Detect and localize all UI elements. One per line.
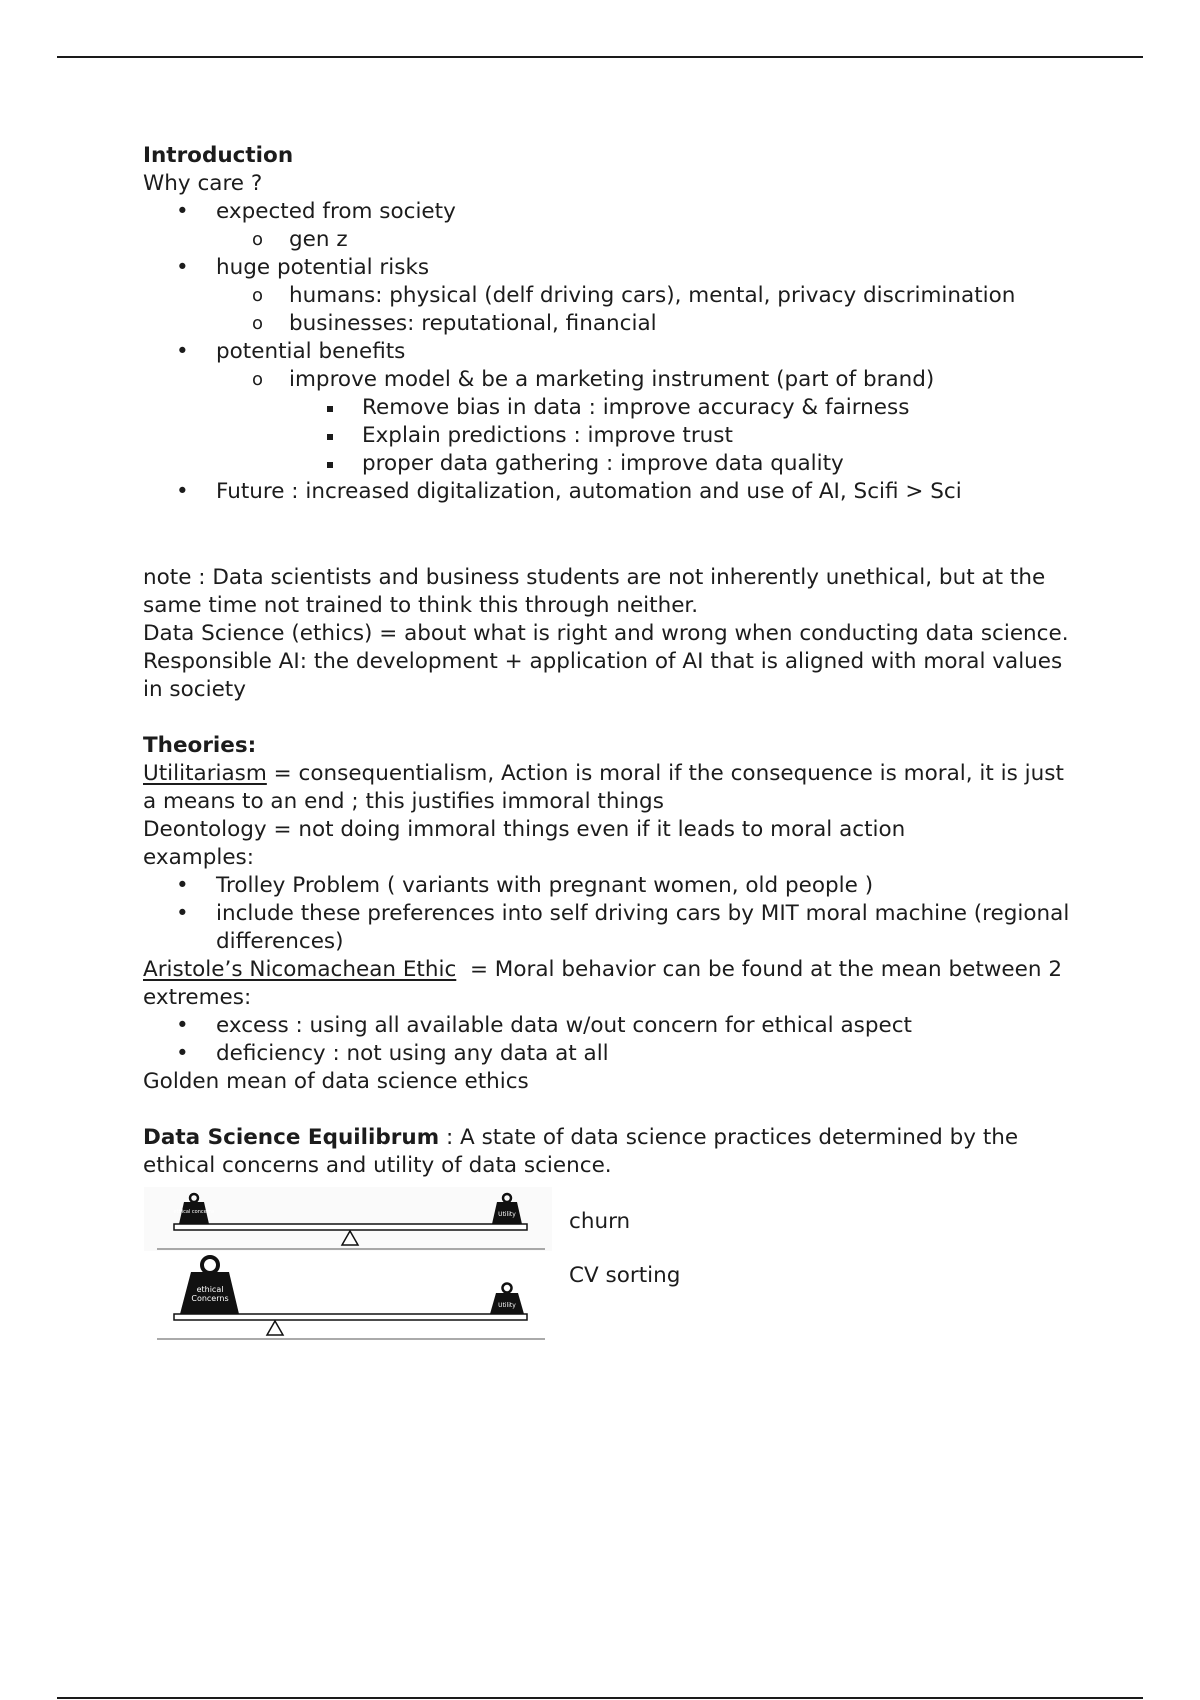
- list-item: o gen z: [216, 226, 1083, 254]
- footer-rule: [57, 1697, 1143, 1699]
- intro-list: [143, 198, 1083, 506]
- list-item: • deficiency : not using any data at all: [143, 1040, 1083, 1068]
- deontology-definition: Deontology = not doing immoral things even if it leads to moral action: [143, 817, 906, 842]
- section-title-theories: Theories:: [143, 733, 257, 758]
- list-item: o humans: physical (delf driving cars), mental, privacy discrimination: [216, 282, 1083, 310]
- why-care-line: Why care ?: [143, 171, 263, 196]
- balance-scale-cv-sorting: [157, 1257, 545, 1339]
- utilitarianism-definition: Utilitariasm = consequentialism, Action is moral if the consequence is moral, it is just a means to an end ; this justifies immoral things: [143, 761, 1064, 814]
- list-item: • Future : increased digitalization, automation and use of AI, Scifi > Sci: [143, 478, 1083, 506]
- note-paragraph: note : Data scientists and business students are not inherently unethical, but at the same time not trained to think this through neither.: [143, 565, 1046, 618]
- ethical-concerns-weight-icon: [180, 1257, 239, 1314]
- examples-list: [143, 872, 1083, 956]
- document-body: [143, 142, 1083, 1351]
- list-item: • Trolley Problem ( variants with pregnant women, old people ): [143, 872, 1083, 900]
- extremes-list: [143, 1012, 1083, 1068]
- equilibrium-figure: [143, 1186, 1083, 1351]
- golden-mean-line: Golden mean of data science ethics: [143, 1069, 529, 1094]
- list-item: • expected from society o gen z: [143, 198, 1083, 254]
- svg-text:ethical: ethical: [196, 1285, 224, 1294]
- balance-scale-churn: [144, 1187, 552, 1251]
- list-item: proper data gathering : improve data quality: [289, 450, 1083, 478]
- svg-text:Utility: Utility: [498, 1211, 516, 1218]
- header-rule: [57, 56, 1143, 58]
- responsible-ai-definition: Responsible AI: the development + application of AI that is aligned with moral values in society: [143, 649, 1063, 702]
- list-item: Explain predictions : improve trust: [289, 422, 1083, 450]
- list-item: • include these preferences into self driving cars by MIT moral machine (regional differences): [143, 900, 1083, 956]
- equilibrium-definition: Data Science Equilibrum : A state of data science practices determined by the ethical concerns and utility of data science.: [143, 1125, 1019, 1178]
- svg-text:Concerns: Concerns: [191, 1294, 229, 1303]
- balance-scales-illustration: [143, 1186, 553, 1351]
- list-item: Remove bias in data : improve accuracy & fairness: [289, 394, 1083, 422]
- list-item: • potential benefits o improve model & be a marketing instrument (part of brand) Remove bias in data : improve accuracy & fairness Explain predictions : improve trust proper data gathering : improve data quality: [143, 338, 1083, 478]
- ds-ethics-definition: Data Science (ethics) = about what is right and wrong when conducting data science.: [143, 621, 1069, 646]
- label-churn: churn: [569, 1209, 631, 1234]
- aristotle-definition: Aristole’s Nicomachean Ethic = Moral behavior can be found at the mean between 2 extremes:: [143, 957, 1069, 1010]
- label-cv-sorting: CV sorting: [569, 1263, 681, 1288]
- utility-weight-icon: [490, 1284, 524, 1315]
- list-item: • excess : using all available data w/out concern for ethical aspect: [143, 1012, 1083, 1040]
- list-item: • huge potential risks o humans: physical (delf driving cars), mental, privacy discrimination o businesses: reputational, financial: [143, 254, 1083, 338]
- section-title-introduction: Introduction: [143, 143, 294, 168]
- list-item: o improve model & be a marketing instrument (part of brand) Remove bias in data : improve accuracy & fairness Explain predictions : improve trust proper data gathering : improve data quality: [216, 366, 1083, 478]
- svg-text:ethical concerns: ethical concerns: [173, 1209, 215, 1215]
- examples-label: examples:: [143, 845, 254, 870]
- svg-text:Utility: Utility: [498, 1302, 516, 1309]
- list-item: o businesses: reputational, financial: [216, 310, 1083, 338]
